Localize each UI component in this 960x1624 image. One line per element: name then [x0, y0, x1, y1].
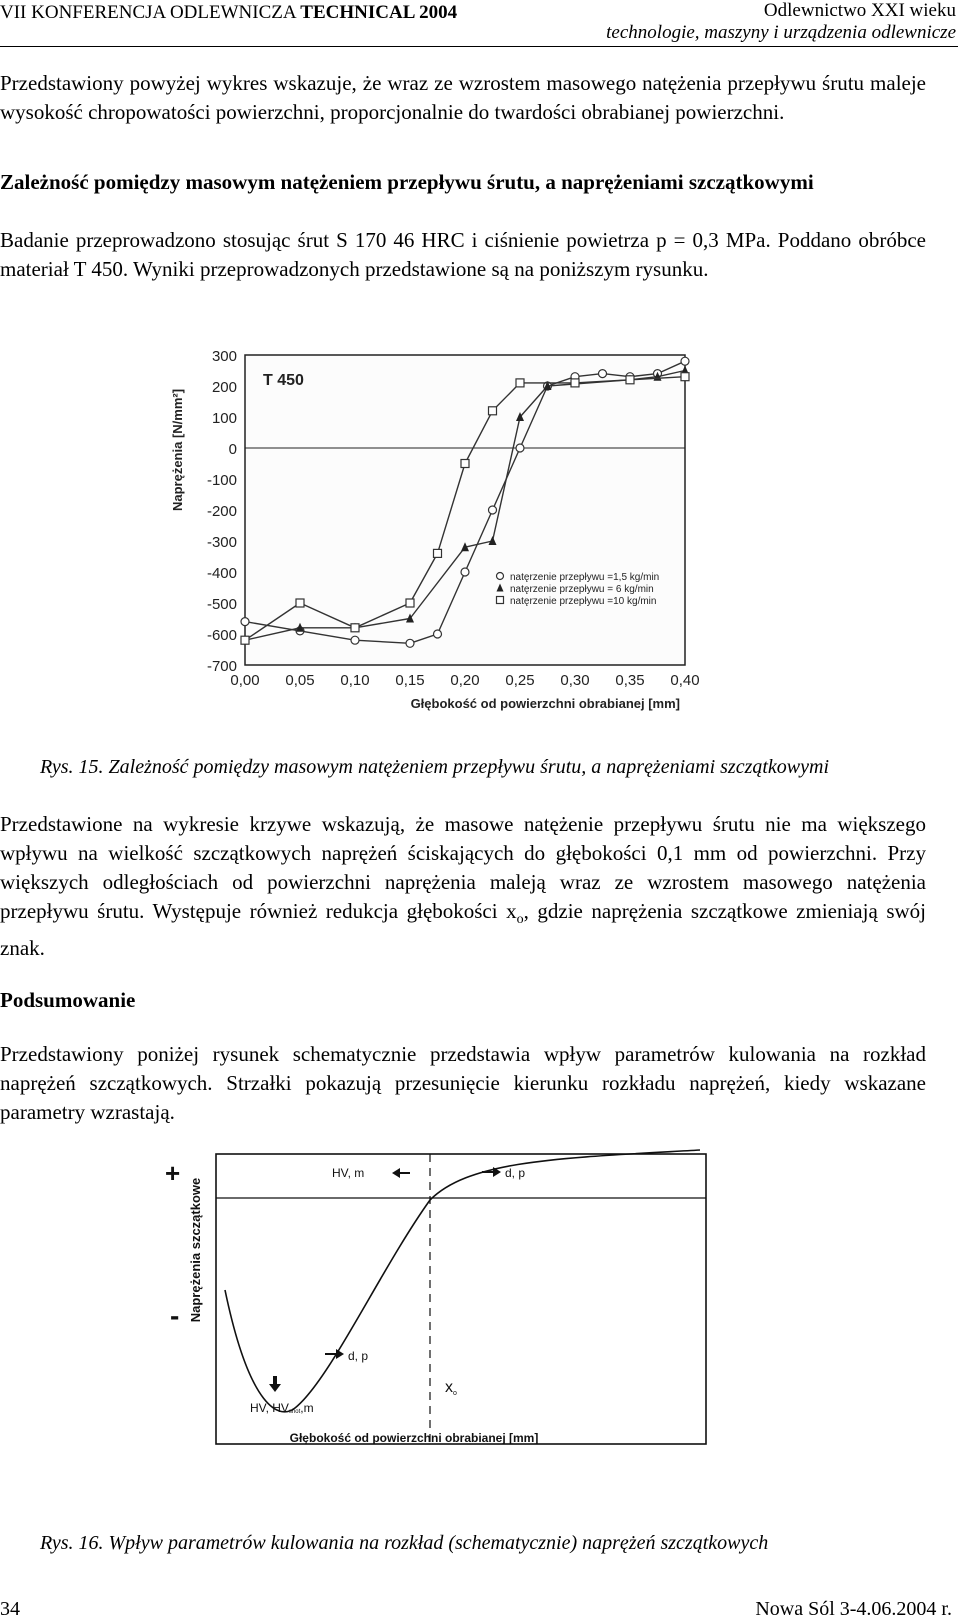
data-point-circle — [406, 639, 414, 647]
conference-name — [0, 2, 457, 24]
y-tick-label: 200 — [211, 379, 237, 396]
y-tick-label: -100 — [206, 472, 237, 489]
x-tick-label: 0,30 — [560, 672, 590, 689]
y-tick-label: 100 — [211, 410, 237, 427]
paragraph-1: Przedstawiony powyżej wykres wskazuje, że wraz ze wzrostem masowego natężenia przepływu śrutu maleje wysokość chropowatości powierzchni, proporcjonalnie do twardości obrabianej powierzchni. — [0, 71, 926, 124]
journal-subtitle: technologie, maszyny i urządzenia odlewnicze — [606, 22, 956, 43]
plot-frame — [245, 355, 685, 665]
data-point-circle — [489, 506, 497, 514]
data-point-square — [461, 460, 469, 468]
y-tick-label: -700 — [206, 658, 237, 675]
figure-15-caption: Rys. 15. Zależność pomiędzy masowym natężeniem przepływu śrutu, a naprężeniami szczątkowymi — [40, 756, 830, 778]
figure-16-caption: Rys. 16. Wpływ parametrów kulowania na rozkład (schematycznie) naprężeń szczątkowych — [40, 1532, 769, 1554]
data-point-circle — [241, 618, 249, 626]
data-point-circle — [497, 573, 504, 580]
y-axis-label: Naprężenia [N/mm²] — [170, 388, 185, 512]
data-point-circle — [516, 444, 524, 452]
data-point-square — [489, 407, 497, 415]
annotation-hv-m: HV, m — [332, 1166, 365, 1180]
y-tick-label: -400 — [206, 565, 237, 582]
data-point-square — [241, 636, 249, 644]
data-point-square — [516, 379, 524, 387]
plus-label: + — [165, 1158, 181, 1188]
minus-label: - — [170, 1300, 180, 1331]
y-tick-label: -300 — [206, 534, 237, 551]
x-axis-label: Głębokość od powierzchni obrabianej [mm] — [410, 696, 680, 711]
stress-depth-chart — [160, 350, 720, 740]
footer-place-date: Nowa Sól 3-4.06.2004 r. — [755, 1598, 952, 1620]
paragraph-4: Przedstawiony poniżej rysunek schematycznie przedstawia wpływ parametrów kulowania na rozkład naprężeń szczątkowych. Strzałki pokazują przesunięcie kierunku rozkładu naprężeń, kiedy wskazane parametry wzrastają. — [0, 1042, 926, 1124]
data-point-square — [681, 373, 689, 381]
conference-prefix: VII KONFERENCJA ODLEWNICZA — [0, 2, 301, 23]
data-point-square — [434, 549, 442, 557]
data-point-square — [626, 376, 634, 384]
section-heading-summary: Podsumowanie — [0, 988, 136, 1012]
y-tick-label: -500 — [206, 596, 237, 613]
annotation-hv-shot-sub: shot — [288, 1409, 301, 1415]
annotation-dp-bottom: d, p — [348, 1349, 369, 1363]
data-point-circle — [681, 357, 689, 365]
y-tick-label: 0 — [228, 441, 237, 458]
section-heading-1: Zależność pomiędzy masowym natężeniem przepływu śrutu, a naprężeniami szczątkowymi — [0, 170, 814, 194]
x-tick-label: 0,05 — [285, 672, 315, 689]
arrow-down-icon — [269, 1376, 281, 1392]
paragraph-3-text: Przedstawione na wykresie krzywe wskazują, że masowe natężenie przepływu śrutu nie ma większego wpływu na wielkość szczątkowych naprężeń ściskających do głębokości 0,1 mm od powierzchni. Przy większych odległościach od powierzchni naprężenia maleją wraz ze wzrostem masowego natężenia przepływu śrutu. Występuje również redukcja głębokości x — [0, 812, 926, 923]
data-point-square — [296, 599, 304, 607]
x-tick-label: 0,35 — [615, 672, 645, 689]
paragraph-3-end: , gdzie naprężenia szczątkowe zmieniają swój znak. — [0, 899, 926, 961]
data-point-circle — [351, 636, 359, 644]
y-tick-label: 300 — [211, 348, 237, 365]
paragraph-2: Badanie przeprowadzono stosując śrut S 170 46 HRC i ciśnienie powietrza p = 0,3 MPa. Poddano obróbce materiał T 450. Wyniki przeprowadzonych przedstawione są na poniższym rysunku. — [0, 228, 926, 281]
schematic-stress-chart — [165, 1150, 720, 1510]
data-point-square — [497, 597, 504, 604]
y-axis-label: Naprężenia szczątkowe — [188, 1177, 203, 1323]
page-number: 34 — [0, 1598, 20, 1620]
annotation-dp-top: d, p — [505, 1166, 526, 1180]
x-tick-label: 0,40 — [670, 672, 700, 689]
chart-title: T 450 — [263, 372, 304, 389]
x0-subscript: o — [453, 1390, 457, 1397]
data-point-circle — [434, 630, 442, 638]
x-tick-label: 0,25 — [505, 672, 535, 689]
stress-curve — [225, 1150, 700, 1412]
y-tick-label: -600 — [206, 627, 237, 644]
data-point-square — [351, 624, 359, 632]
x-tick-label: 0,20 — [450, 672, 480, 689]
paragraph-3 — [0, 810, 926, 963]
data-point-circle — [461, 568, 469, 576]
data-point-circle — [599, 370, 607, 378]
conference-bold: TECHNICAL 2004 — [300, 2, 458, 23]
x0-label: xo — [445, 1379, 457, 1397]
x-tick-label: 0,00 — [230, 672, 260, 689]
data-point-square — [406, 599, 414, 607]
x0-subscript: o — [516, 912, 524, 928]
y-tick-label: -200 — [206, 503, 237, 520]
legend-entry: natęrzenie przepływu =10 kg/min — [510, 596, 657, 607]
journal-title: Odlewnictwo XXI wieku — [763, 0, 956, 21]
arrow-left-icon — [392, 1168, 410, 1178]
x-tick-label: 0,10 — [340, 672, 370, 689]
annotation-hv-shot: HV, HVshot,m — [250, 1401, 314, 1415]
data-point-square — [571, 379, 579, 387]
page-header — [0, 0, 958, 47]
annotation-hv-shot-end: ,m — [300, 1401, 314, 1415]
x-tick-label: 0,15 — [395, 672, 425, 689]
x-axis-label: Głębokość od powierzchni obrabianej [mm] — [289, 1431, 539, 1445]
legend-entry: natęrzenie przepływu = 6 kg/min — [510, 584, 654, 595]
legend-entry: natęrzenie przepływu =1,5 kg/min — [510, 572, 660, 583]
